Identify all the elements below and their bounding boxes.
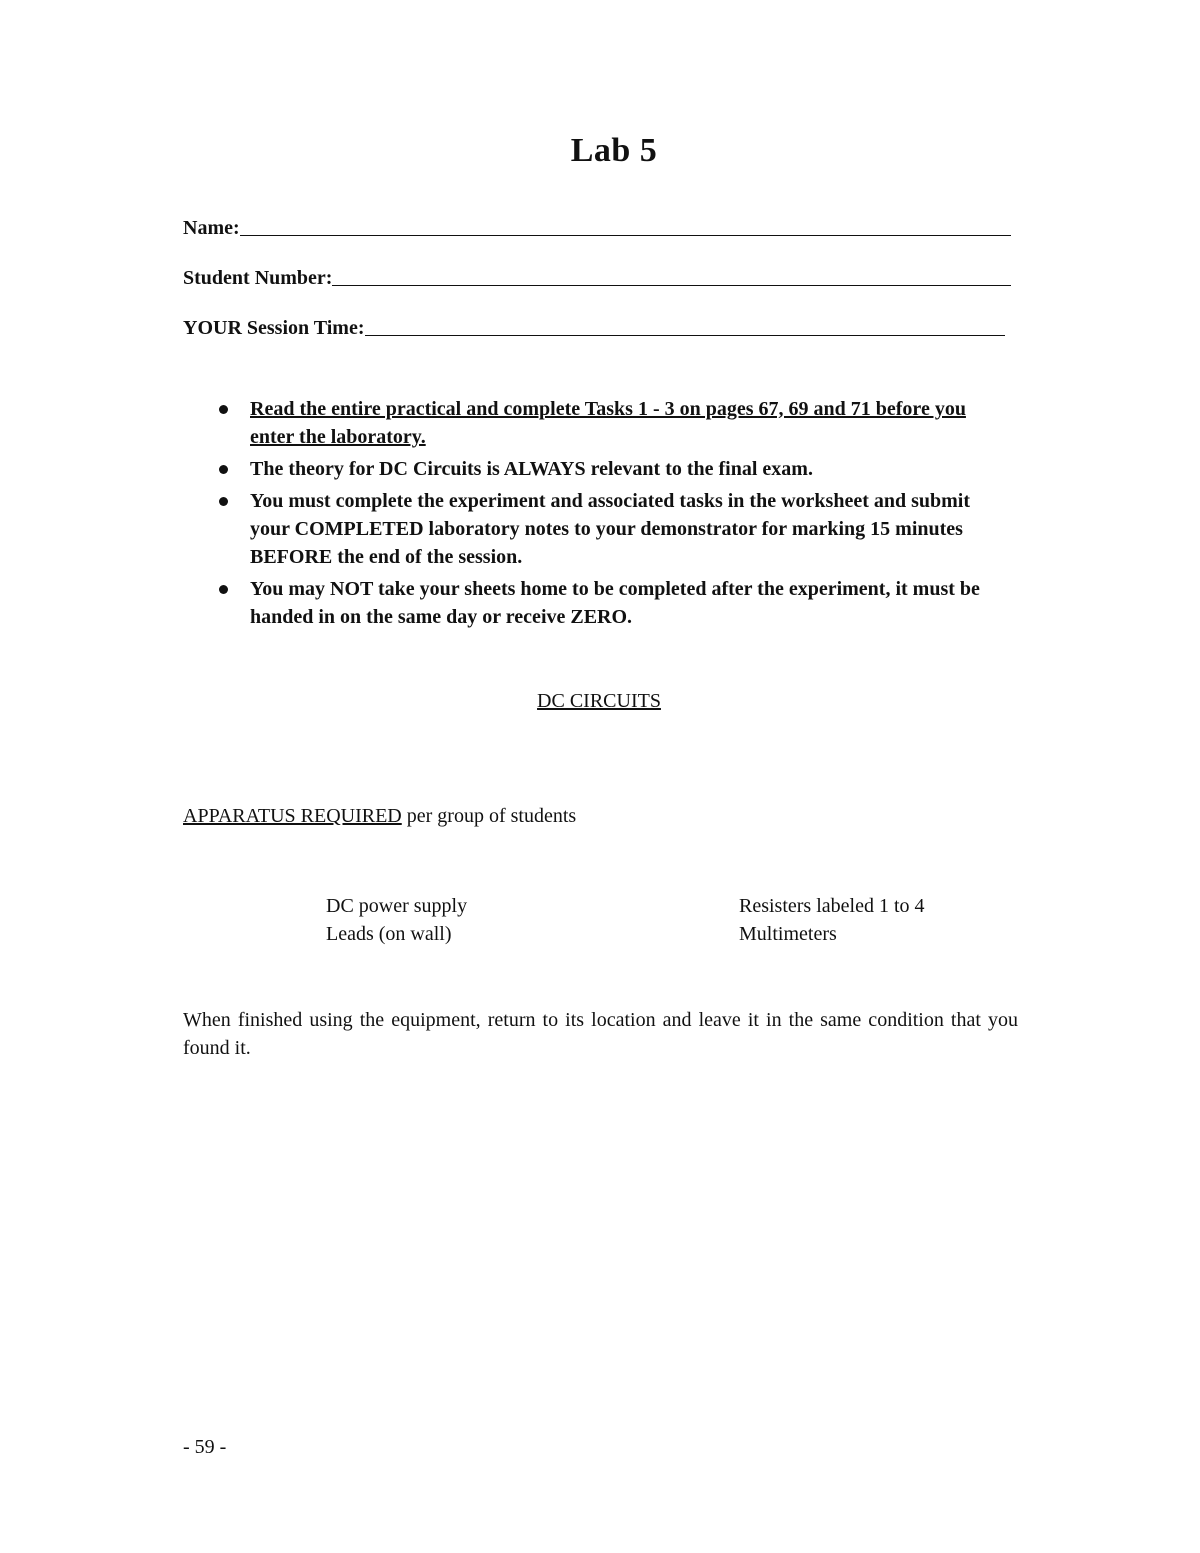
instruction-text: You must complete the experiment and associated tasks in the worksheet and submit your COMPLETED laboratory notes to your demonstrator for marking 15 minutes BEFORE the end of the session. [250, 490, 971, 568]
session-time-field[interactable] [183, 312, 1005, 340]
session-time-label: YOUR Session Time: [183, 317, 365, 339]
bullet-icon [219, 405, 228, 414]
student-number-blank-line[interactable] [332, 263, 1011, 286]
list-item [214, 455, 1014, 483]
closing-note: When finished using the equipment, return to its location and leave it in the same condition that you found it. [183, 1009, 1018, 1059]
bullet-icon [219, 497, 228, 506]
apparatus-heading: APPARATUS REQUIRED [183, 805, 402, 827]
equipment-item: Resisters labeled 1 to 4 [739, 895, 925, 917]
instruction-text: The theory for DC Circuits is ALWAYS relevant to the final exam. [250, 458, 813, 480]
name-label: Name: [183, 217, 240, 239]
equipment-item: Leads (on wall) [326, 923, 452, 945]
student-number-field[interactable] [183, 262, 1011, 290]
page-number: - 59 - [183, 1436, 227, 1458]
name-field[interactable] [183, 212, 1011, 240]
instruction-text: Read the entire practical and complete Tasks 1 - 3 on pages 67, 69 and 71 before you enter the laboratory. [250, 398, 966, 448]
list-item [214, 487, 1014, 571]
bullet-icon [219, 465, 228, 474]
section-title: DC CIRCUITS [537, 690, 661, 712]
student-number-label: Student Number: [183, 267, 333, 289]
equipment-item: DC power supply [326, 895, 468, 917]
list-item [214, 395, 1014, 451]
equipment-item: Multimeters [739, 923, 837, 945]
bullet-icon [219, 585, 228, 594]
instruction-text: You may NOT take your sheets home to be completed after the experiment, it must be handed in on the same day or receive ZERO. [250, 578, 980, 628]
session-time-blank-line[interactable] [365, 313, 1005, 336]
instructions-list [214, 395, 1014, 635]
list-item [214, 575, 1014, 631]
equipment-column-2 [739, 892, 925, 948]
equipment-column-1 [326, 892, 467, 948]
apparatus-line [183, 805, 576, 828]
page-title: Lab 5 [570, 132, 658, 169]
name-blank-line[interactable] [240, 213, 1011, 236]
apparatus-suffix: per group of students [401, 805, 577, 827]
